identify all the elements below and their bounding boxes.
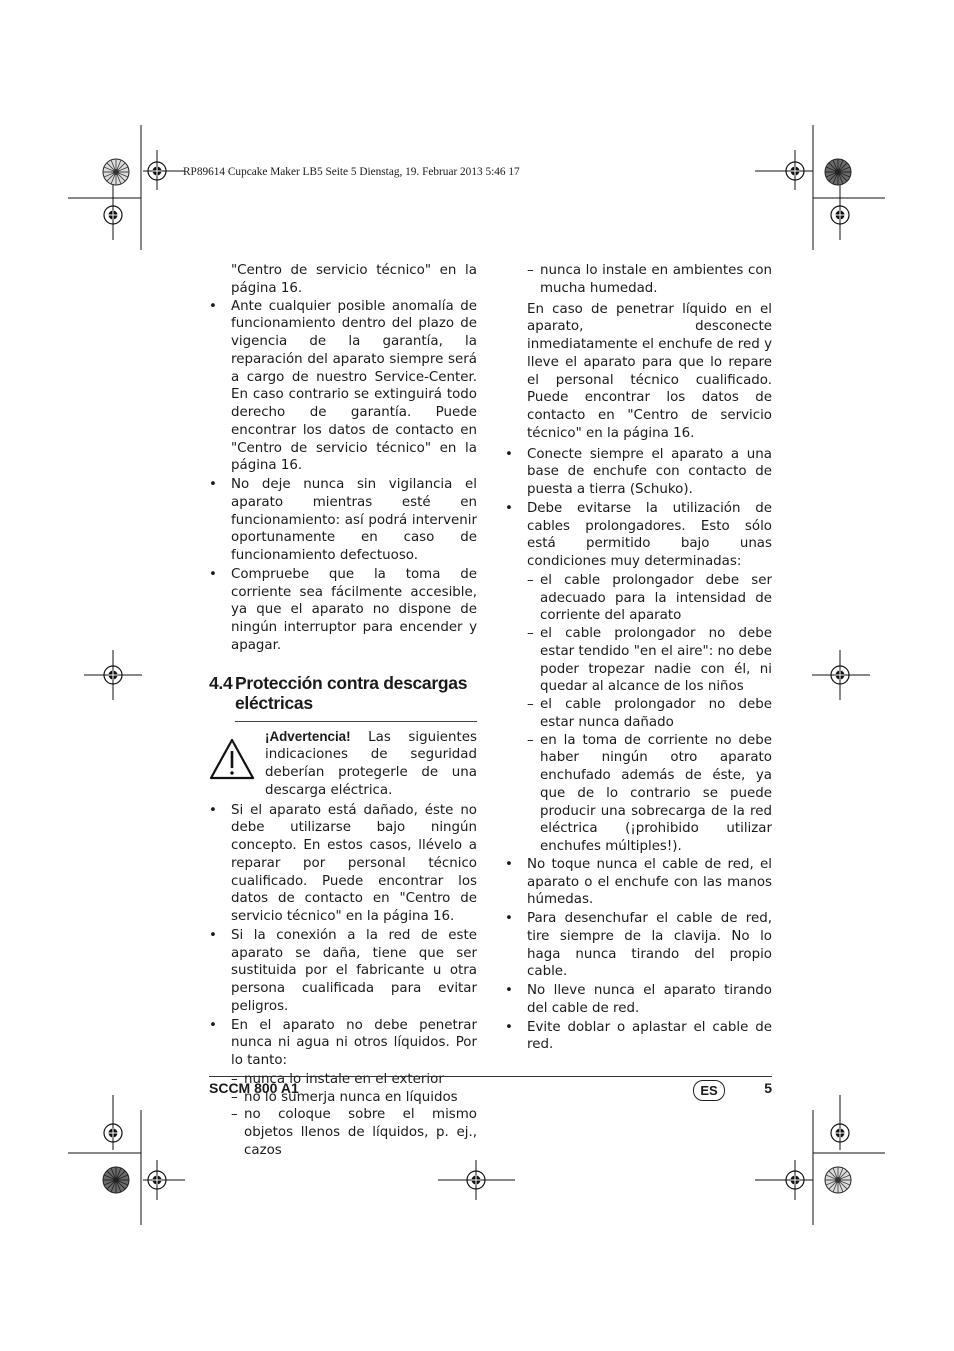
list-item: • Si la conexión a la red de este aparato se daña, tiene que ser sustituida por el fabricante u otra persona cualificada para evitar peligros.	[209, 927, 477, 1016]
page-number: 5	[764, 1080, 772, 1096]
sub-list-item: – en la toma de corriente no debe haber ningún otro aparato enchufado además de éste, ya que de lo contrario se puede producir una sobrecarga de la red eléctrica (¡prohibido utilizar enchufes múltiples!).	[527, 732, 772, 856]
section-heading	[209, 673, 477, 713]
list-item: • No lleve nunca el aparato tirando del cable de red.	[505, 982, 772, 1018]
color-wheel-icon	[825, 1167, 851, 1193]
list-item: • Debe evitarse la utilización de cables prolongadores. Esto sólo está permitido bajo unas condiciones muy determinadas:	[505, 500, 772, 571]
sub-list-item: – no coloque sobre el mismo objetos llenos de líquidos, p. ej., cazos	[231, 1106, 477, 1159]
section-title-line2: eléctricas	[235, 692, 313, 713]
continued-text: "Centro de servicio técnico" en la página 16.	[231, 263, 477, 296]
list-item: • Ante cualquier posible anomalía de funcionamiento dentro del plazo de vigencia de la garantía, la reparación del aparato siempre será a cargo de nuestro Service-Center. En caso contrario se extinguirá todo derecho de garantía. Puede encontrar los datos de contacto en "Centro de servicio técnico" en la página 16.	[209, 298, 477, 476]
footer-rule	[209, 1076, 772, 1077]
list-item: • Para desenchufar el cable de red, tire siempre de la clavija. No lo haga nunca tirando del propio cable.	[505, 910, 772, 981]
list-item: • No toque nunca el cable de red, el aparato o el enchufe con las manos húmedas.	[505, 856, 772, 909]
right-column	[505, 262, 772, 1055]
sub-list-item: – el cable prolongador no debe estar tendido "en el aire": no debe poder tropezar nadie con él, ni quedar al alcance de los niños	[527, 625, 772, 696]
color-wheel-icon	[103, 1167, 129, 1193]
warning-box	[209, 728, 477, 800]
list-item: • Compruebe que la toma de corriente sea fácilmente accesible, ya que el aparato no dispone de ningún interruptor para encender y apagar.	[209, 566, 477, 655]
section-number: 4.4	[209, 672, 233, 693]
list-item: • Si el aparato está dañado, éste no debe utilizarse bajo ningún concepto. En estos casos, llévelo a reparar por personal técnico cualificado. Puede encontrar los datos de contacto en "Centro de servicio técnico" en la página 16.	[209, 802, 477, 926]
list-item: • Conecte siempre el aparato a una base de enchufe con contacto de puesta a tierra (Schuko).	[505, 446, 772, 499]
color-wheel-icon	[825, 159, 851, 185]
warning-text	[265, 728, 477, 800]
list-item: • En el aparato no debe penetrar nunca ni agua ni otros líquidos. Por lo tanto:	[209, 1017, 477, 1070]
left-column	[209, 262, 477, 1160]
print-slug: RP89614 Cupcake Maker LB5 Seite 5 Dienstag, 19. Februar 2013 5:46 17	[183, 166, 520, 178]
sub-list-item: – el cable prolongador debe ser adecuado para la intensidad de corriente del aparato	[527, 572, 772, 625]
sub-list-item: – el cable prolongador no debe estar nunca dañado	[527, 696, 772, 732]
sub-list-item: – nunca lo instale en ambientes con mucha humedad.	[527, 262, 772, 298]
language-badge: ES	[693, 1080, 725, 1101]
warning-triangle-icon	[209, 728, 257, 800]
list-item: • Evite doblar o aplastar el cable de red.	[505, 1019, 772, 1055]
warning-body: Las siguientes indicaciones de seguridad deberían protegerle de una descarga eléctrica.	[265, 729, 477, 798]
warning-label: ¡Advertencia!	[265, 728, 351, 744]
sub-list-item: – nunca lo instale en el exterior	[231, 1071, 477, 1089]
color-wheel-icon	[103, 159, 129, 185]
paragraph: En caso de penetrar líquido en el aparato, desconecte inmediatamente el enchufe de red y lleve el aparato para que lo repare el personal técnico cualificado. Puede encontrar los datos de contacto en "Centro de servicio técnico" en la página 16.	[527, 301, 772, 441]
sub-list-item: – no lo sumerja nunca en líquidos	[231, 1089, 477, 1107]
list-item: • No deje nunca sin vigilancia el aparato mientras esté en funcionamiento: así podrá intervenir oportunamente en caso de funcionamiento defectuoso.	[209, 476, 477, 565]
section-rule	[235, 721, 477, 722]
section-title-line1: Protección contra descargas	[235, 672, 468, 693]
footer-model: SCCM 800 A1	[209, 1080, 299, 1096]
